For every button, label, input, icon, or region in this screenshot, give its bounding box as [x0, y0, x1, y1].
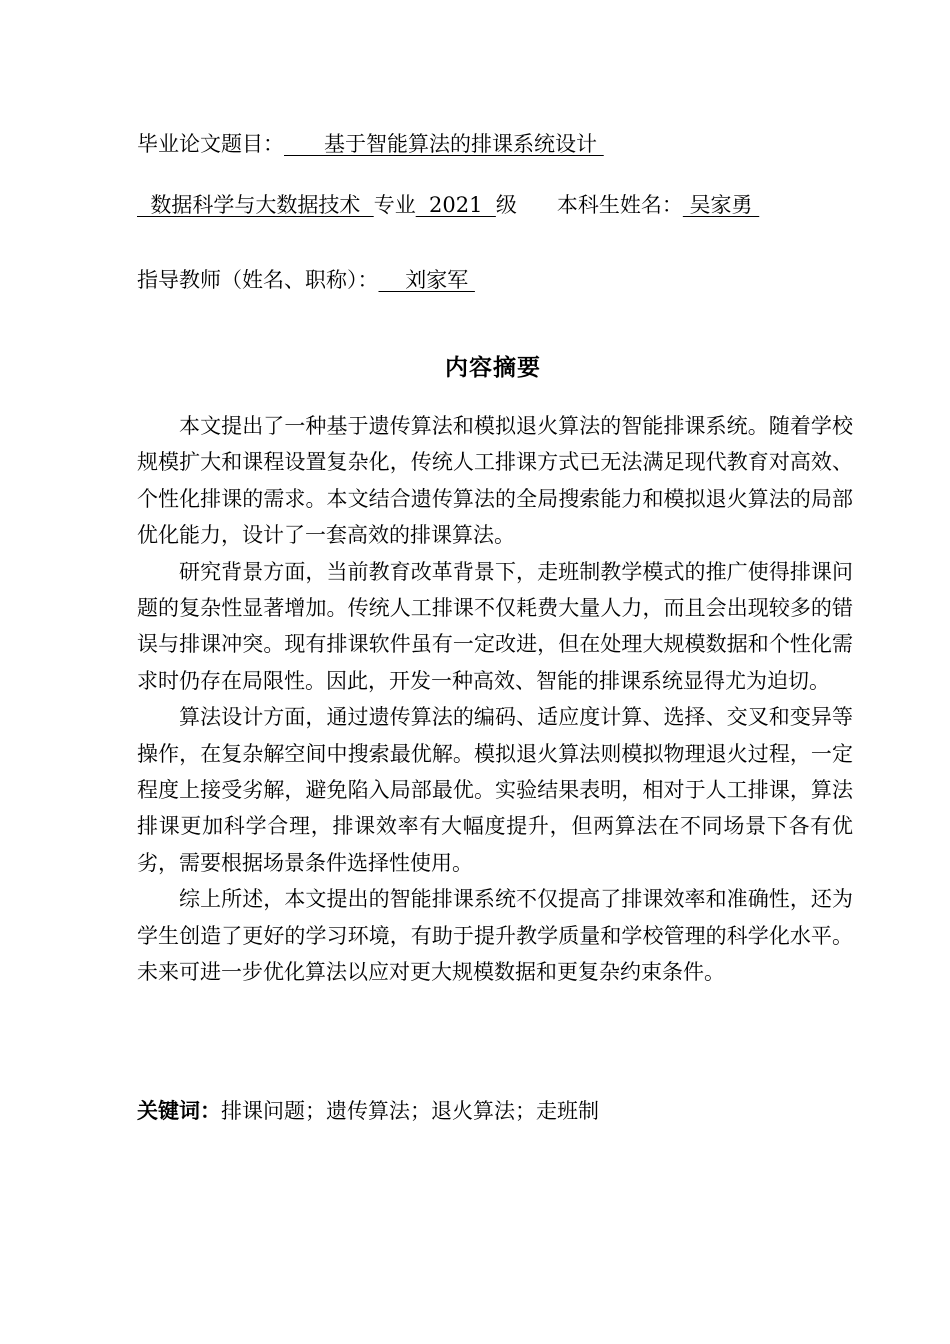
- abstract-title: 内容摘要: [445, 355, 541, 381]
- year-suffix: 级: [495, 193, 517, 217]
- advisor-value: 刘家军: [378, 268, 475, 292]
- abstract-paragraph: 研究背景方面，当前教育改革背景下，走班制教学模式的推广使得排课问题的复杂性显著增加。传统人工排课不仅耗费大量人力，而且会出现较多的错误与排课冲突。现有排课软件虽有一定改进，但在处理大规模数据和个性化需求时仍存在局限性。因此，开发一种高效、智能的排课系统显得尤为迫切。: [137, 559, 853, 693]
- thesis-title-value: 基于智能算法的排课系统设计: [284, 132, 604, 156]
- abstract-paragraph: 综上所述，本文提出的智能排课系统不仅提高了排课效率和准确性，还为学生创造了更好的学习环境，有助于提升教学质量和学校管理的科学化水平。未来可进一步优化算法以应对更大规模数据和更复杂约束条件。: [137, 887, 853, 985]
- major-suffix: 专业: [373, 193, 416, 217]
- advisor-line: [137, 266, 475, 294]
- thesis-title-line: [137, 130, 604, 158]
- keywords-label: 关键词：: [137, 1099, 221, 1123]
- thesis-title-label: 毕业论文题目：: [137, 132, 284, 156]
- advisor-label: 指导教师（姓名、职称）：: [137, 268, 379, 292]
- abstract-paragraph: 本文提出了一种基于遗传算法和模拟退火算法的智能排课系统。随着学校规模扩大和课程设置复杂化，传统人工排课方式已无法满足现代教育对高效、个性化排课的需求。本文结合遗传算法的全局搜索能力和模拟退火算法的局部优化能力，设计了一套高效的排课算法。: [137, 414, 853, 548]
- keywords-value: 排课问题；遗传算法；退火算法；走班制: [221, 1099, 599, 1123]
- major-value: 数据科学与大数据技术: [137, 193, 374, 217]
- abstract-body: [137, 408, 853, 991]
- student-name-label: 本科生姓名：: [556, 193, 683, 217]
- student-info-line: [137, 191, 759, 219]
- year-value: 2021: [415, 193, 496, 217]
- keywords-line: [137, 1095, 599, 1127]
- abstract-paragraph: 算法设计方面，通过遗传算法的编码、适应度计算、选择、交叉和变异等操作，在复杂解空间中搜索最优解。模拟退火算法则模拟物理退火过程，一定程度上接受劣解，避免陷入局部最优。实验结果表明，相对于人工排课，算法排课更加科学合理，排课效率有大幅度提升，但两算法在不同场景下各有优劣，需要根据场景条件选择性使用。: [137, 705, 853, 875]
- student-name-value: 吴家勇: [682, 193, 760, 217]
